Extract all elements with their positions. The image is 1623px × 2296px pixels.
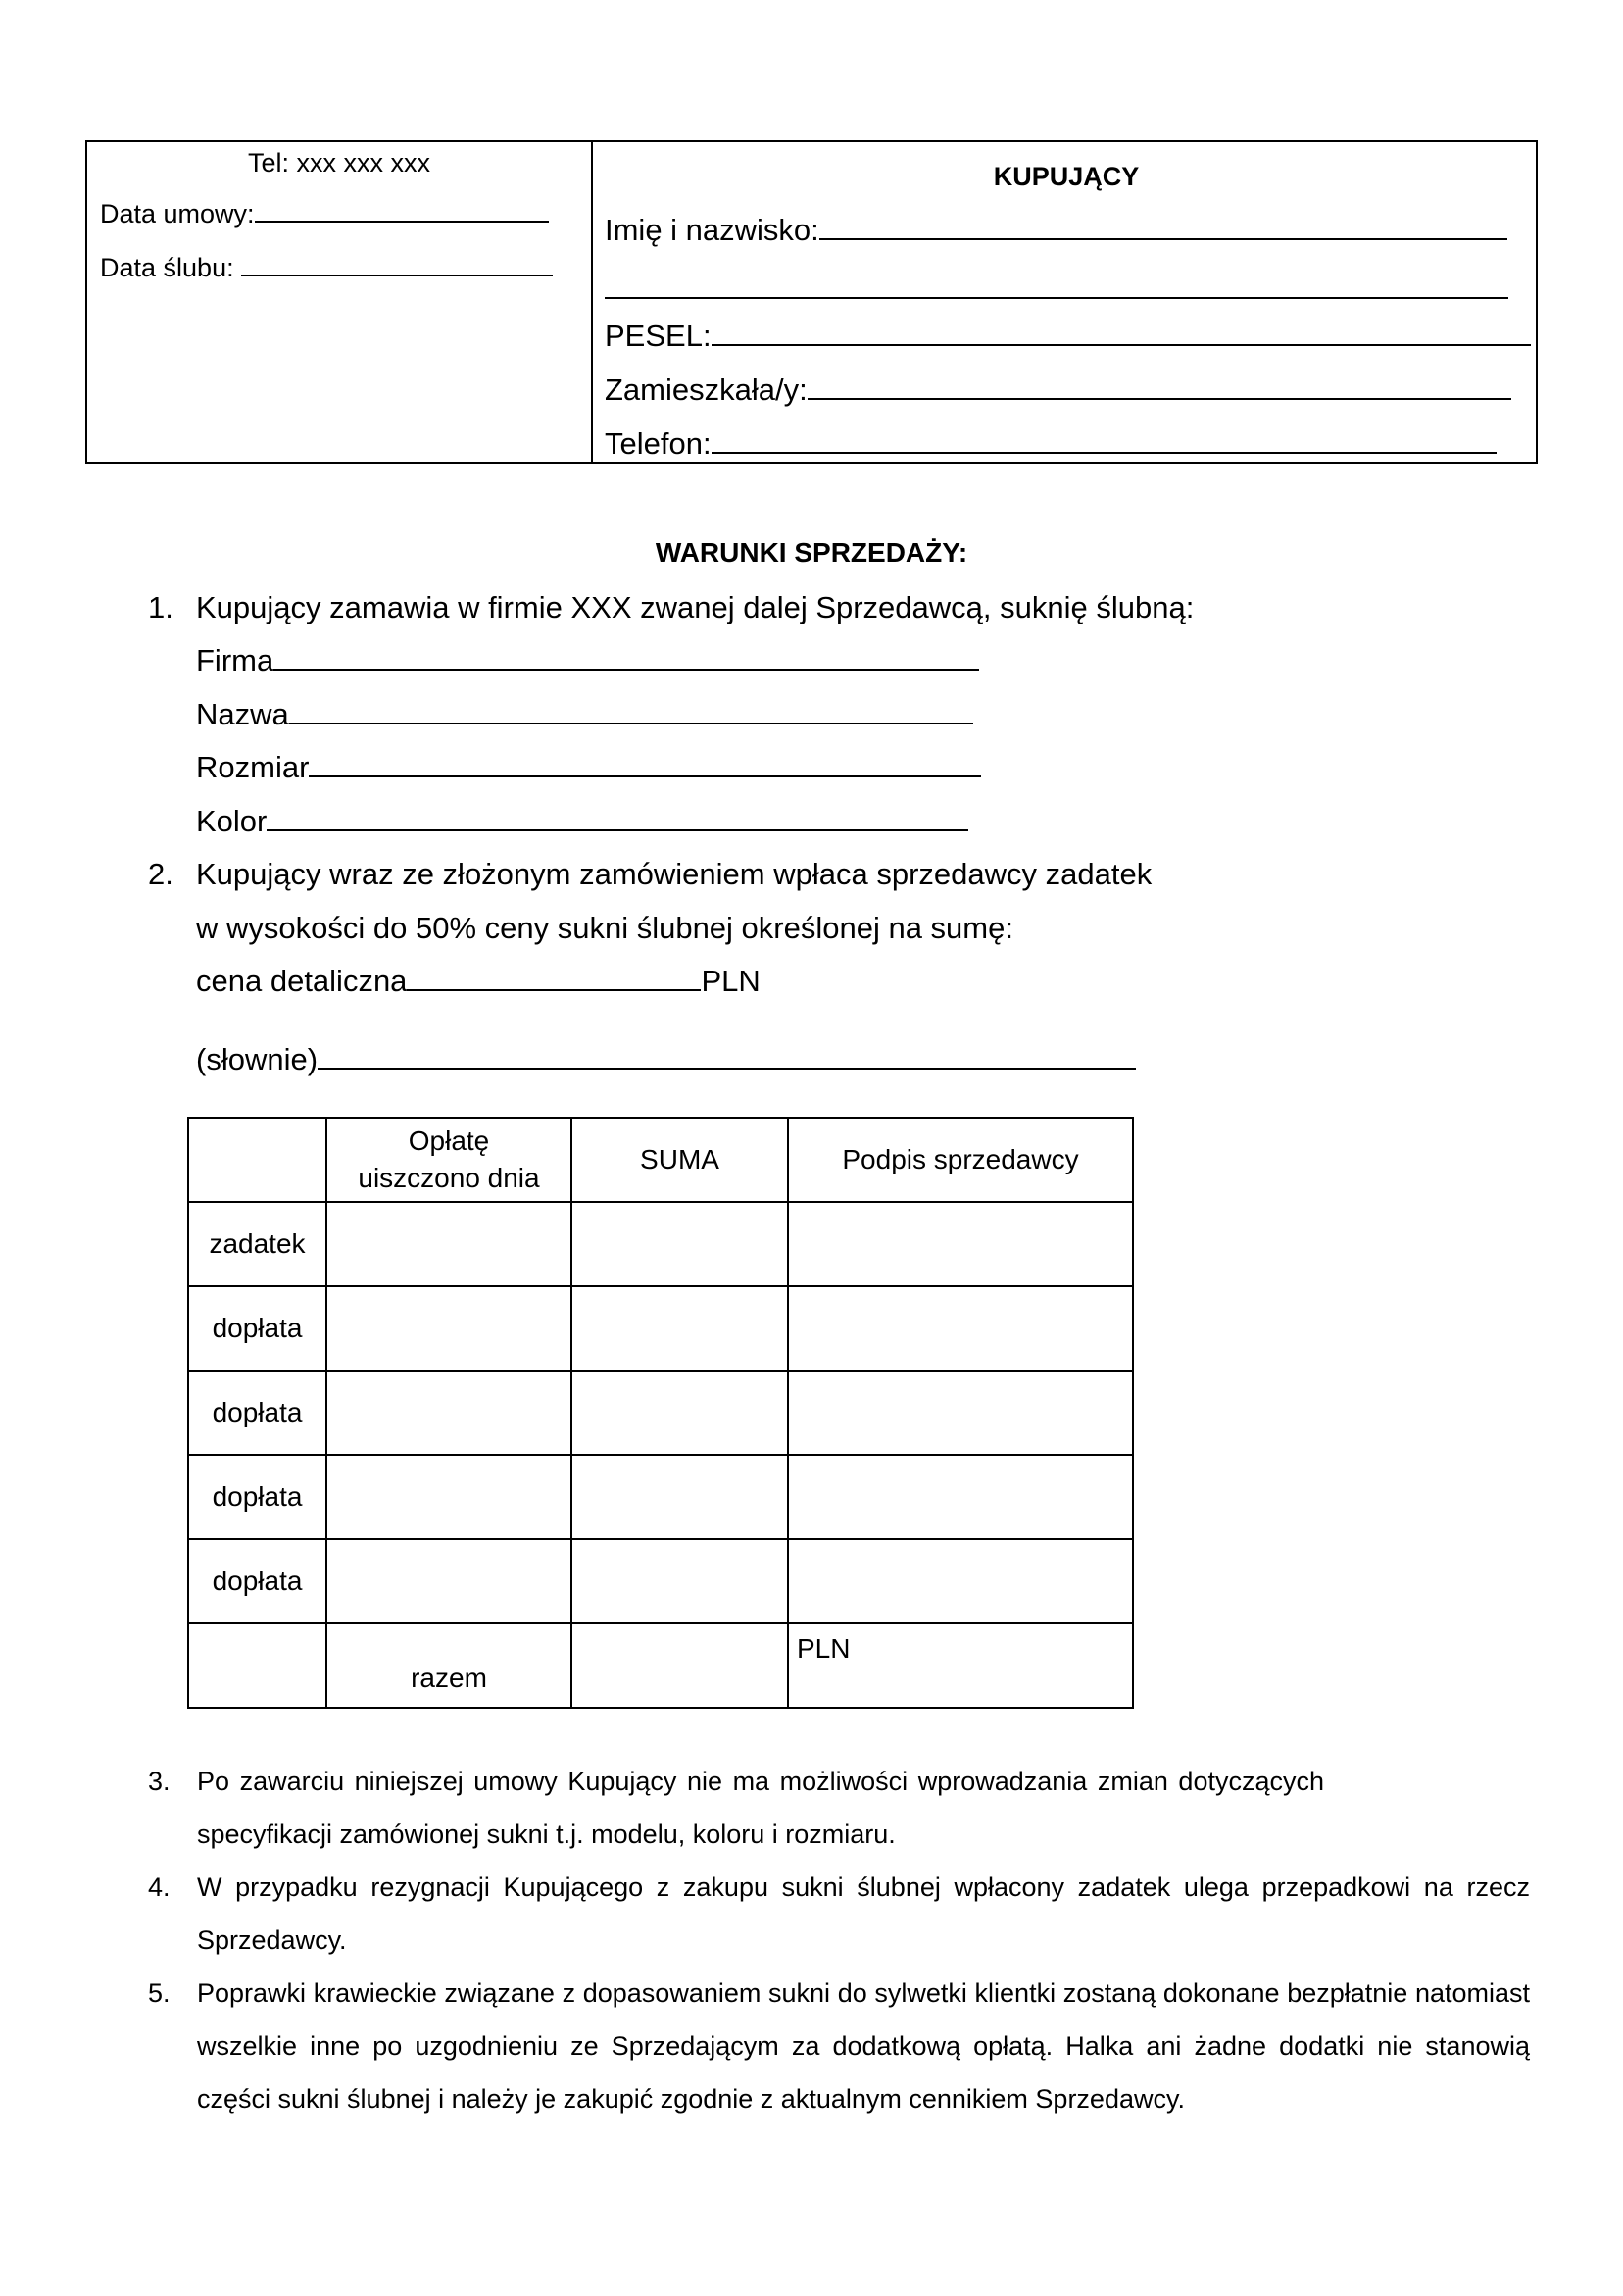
price-in-words-row xyxy=(196,1042,1136,1077)
signature-cell[interactable] xyxy=(788,1371,1133,1455)
clause-4-text: W przypadku rezygnacji Kupującego z zakupu sukni ślubnej wpłacony zadatek ulega przepadkowi na rzecz Sprzedawcy. xyxy=(197,1872,1530,1955)
paid-on-cell[interactable] xyxy=(326,1371,571,1455)
size-field[interactable] xyxy=(309,775,981,777)
retail-price-currency: PLN xyxy=(701,964,761,998)
terms-title: WARUNKI SPRZEDAŻY: xyxy=(655,537,968,568)
total-sum-cell[interactable] xyxy=(571,1623,788,1708)
payment-table-header-row xyxy=(188,1118,1133,1202)
model-name-label: Nazwa xyxy=(196,697,289,731)
total-row xyxy=(188,1623,1133,1708)
signature-cell[interactable] xyxy=(788,1286,1133,1371)
price-in-words-label: (słownie) xyxy=(196,1042,319,1076)
buyer-name-row xyxy=(605,213,1507,248)
row-label: dopłata xyxy=(188,1371,326,1455)
table-row xyxy=(188,1371,1133,1455)
header-sum: SUMA xyxy=(571,1118,788,1202)
clause-4 xyxy=(148,1861,1530,1967)
clause-5-text: Poprawki krawieckie związane z dopasowaniem sukni do sylwetki klientki zostaną dokonane bezpłatnie natomiast wszelkie inne po uzgodnieniu ze Sprzedającym za dodatkową opłatą. Halka ani żadne dodatki nie stanowią części sukni ślubnej i należy je zakupić zgodnie z aktualnym cennikiem Sprzedawcy. xyxy=(197,1978,1530,2114)
row-label: dopłata xyxy=(188,1286,326,1371)
brand-label: Firma xyxy=(196,643,274,677)
sum-cell[interactable] xyxy=(571,1202,788,1286)
buyer-phone-field[interactable] xyxy=(712,452,1497,454)
buyer-pesel-field[interactable] xyxy=(712,344,1531,346)
paid-on-cell[interactable] xyxy=(326,1455,571,1539)
item2-line1: Kupujący wraz ze złożonym zamówieniem wpłaca sprzedawcy zadatek xyxy=(196,857,1153,891)
buyer-address-row xyxy=(605,373,1511,408)
model-name-row xyxy=(196,697,973,732)
buyer-name-field-2[interactable] xyxy=(605,297,1508,299)
total-currency: PLN xyxy=(788,1623,1133,1708)
brand-field[interactable] xyxy=(273,669,979,671)
clause-4-number: 4. xyxy=(148,1872,171,1902)
row-label: dopłata xyxy=(188,1539,326,1623)
total-empty-cell xyxy=(188,1623,326,1708)
buyer-name-field[interactable] xyxy=(819,238,1507,240)
table-row xyxy=(188,1202,1133,1286)
table-row xyxy=(188,1286,1133,1371)
item1-number: 1. xyxy=(148,590,173,624)
buyer-title: KUPUJĄCY xyxy=(993,162,1140,191)
total-label: razem xyxy=(326,1623,571,1708)
buyer-name-label: Imię i nazwisko: xyxy=(605,213,819,247)
item2-line2: w wysokości do 50% ceny sukni ślubnej określonej na sumę: xyxy=(196,911,1013,945)
size-row xyxy=(196,750,981,785)
buyer-pesel-row xyxy=(605,319,1531,354)
clause-3 xyxy=(148,1755,1530,1861)
retail-price-label: cena detaliczna xyxy=(196,964,408,998)
clause-5 xyxy=(148,1967,1530,2125)
model-name-field[interactable] xyxy=(289,723,973,724)
item1-text: Kupujący zamawia w firmie XXX zwanej dalej Sprzedawcą, suknię ślubną: xyxy=(196,590,1195,624)
buyer-address-label: Zamieszkała/y: xyxy=(605,373,808,407)
buyer-address-field[interactable] xyxy=(808,398,1511,400)
signature-cell[interactable] xyxy=(788,1539,1133,1623)
contract-date-field[interactable] xyxy=(255,221,549,223)
table-row xyxy=(188,1539,1133,1623)
buyer-phone-label: Telefon: xyxy=(605,426,712,461)
signature-cell[interactable] xyxy=(788,1455,1133,1539)
paid-on-cell[interactable] xyxy=(326,1202,571,1286)
header-paid-on: Opłatę uiszczono dnia xyxy=(326,1118,571,1202)
table-row xyxy=(188,1455,1133,1539)
sum-cell[interactable] xyxy=(571,1539,788,1623)
item2-number: 2. xyxy=(148,857,173,891)
payment-table xyxy=(187,1117,1134,1709)
clause-5-number: 5. xyxy=(148,1978,171,2008)
clause-3-text: Po zawarciu niniejszej umowy Kupujący nie ma możliwości wprowadzania zmian dotyczących specyfikacji zamówionej sukni t.j. modelu, koloru i rozmiaru. xyxy=(197,1767,1324,1849)
row-label: zadatek xyxy=(188,1202,326,1286)
buyer-phone-row xyxy=(605,426,1497,462)
color-label: Kolor xyxy=(196,804,268,838)
price-in-words-field[interactable] xyxy=(318,1068,1136,1070)
retail-price-row xyxy=(196,964,761,999)
retail-price-field[interactable] xyxy=(407,989,701,991)
clause-3-number: 3. xyxy=(148,1767,171,1796)
paid-on-cell[interactable] xyxy=(326,1286,571,1371)
row-label: dopłata xyxy=(188,1455,326,1539)
wedding-date-label: Data ślubu: xyxy=(100,253,234,282)
wedding-date-field[interactable] xyxy=(241,275,553,276)
size-label: Rozmiar xyxy=(196,750,310,784)
header-box xyxy=(85,140,1538,464)
color-row xyxy=(196,804,968,839)
sum-cell[interactable] xyxy=(571,1286,788,1371)
sum-cell[interactable] xyxy=(571,1371,788,1455)
color-field[interactable] xyxy=(267,829,968,831)
seller-phone: Tel: xxx xxx xxx xyxy=(247,148,431,177)
contract-date-row xyxy=(100,199,549,229)
buyer-pesel-label: PESEL: xyxy=(605,319,712,353)
contract-date-label: Data umowy: xyxy=(100,199,255,228)
wedding-date-row xyxy=(100,253,553,283)
paid-on-cell[interactable] xyxy=(326,1539,571,1623)
header-seller-signature: Podpis sprzedawcy xyxy=(788,1118,1133,1202)
sum-cell[interactable] xyxy=(571,1455,788,1539)
signature-cell[interactable] xyxy=(788,1202,1133,1286)
header-cell-empty xyxy=(188,1118,326,1202)
brand-row xyxy=(196,643,979,678)
